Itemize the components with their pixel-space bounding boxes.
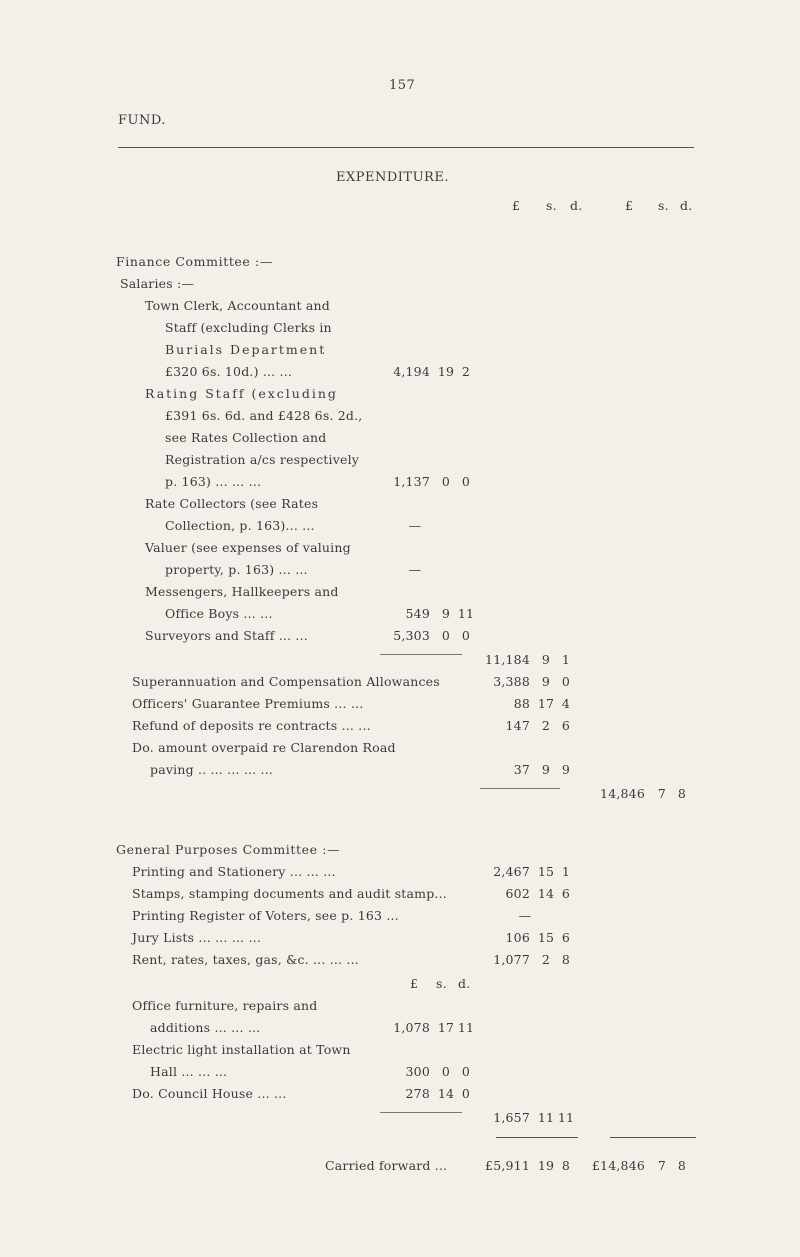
line-label: Refund of deposits re contracts ... ... <box>132 718 371 733</box>
inner-shillings: 19 <box>437 364 455 379</box>
mid-shillings: 14 <box>537 886 555 901</box>
line-label: see Rates Collection and <box>165 430 327 445</box>
mid-pence: 6 <box>561 886 571 901</box>
inner-pence: 0 <box>461 628 471 643</box>
mid-pence: 1 <box>561 652 571 667</box>
line-label: Rate Collectors (see Rates <box>145 496 319 511</box>
inner-shillings: 0 <box>441 628 451 643</box>
line-label: Do. amount overpaid re Clarendon Road <box>132 740 396 755</box>
inner-col-header-s: s. <box>436 976 447 991</box>
col-header-pound-mid: £ <box>512 198 521 213</box>
mid-pence: 9 <box>561 762 571 777</box>
line-label: Jury Lists ... ... ... ... <box>132 930 261 945</box>
carried-forward-mid-shillings: 19 <box>537 1158 555 1173</box>
line-label: p. 163) ... ... ... <box>165 474 262 489</box>
mid-pounds: 106 <box>505 930 530 945</box>
line-label: Printing and Stationery ... ... ... <box>132 864 336 879</box>
mid-shillings: 9 <box>541 762 551 777</box>
mid-shillings: 15 <box>537 930 555 945</box>
inner-pence: 11 <box>457 606 475 621</box>
mid-shillings: 2 <box>541 952 551 967</box>
line-label: Office furniture, repairs and <box>132 998 318 1013</box>
mid-shillings: 17 <box>537 696 555 711</box>
inner-pounds: 5,303 <box>393 628 430 643</box>
mid-pounds: 88 <box>513 696 530 711</box>
line-label: Town Clerk, Accountant and <box>145 298 330 313</box>
col-header-s-mid: s. <box>546 198 557 213</box>
carried-forward-outer-pounds: £14,846 <box>591 1158 645 1173</box>
line-label: Stamps, stamping documents and audit stamp... <box>132 886 447 901</box>
carried-forward-mid-pounds: £5,911 <box>485 1158 530 1173</box>
mid-pence: 6 <box>561 718 571 733</box>
outer-pence: 8 <box>677 786 687 801</box>
mid-shillings: 9 <box>541 652 551 667</box>
mid-shillings: 11 <box>537 1110 555 1125</box>
inner-shillings: 0 <box>441 474 451 489</box>
mid-pounds: 1,657 <box>493 1110 530 1125</box>
col-header-d-outer: d. <box>680 198 693 213</box>
outer-pounds: 14,846 <box>600 786 645 801</box>
inner-pounds: 549 <box>405 606 430 621</box>
section-heading-general-purposes: General Purposes Committee :— <box>116 842 341 857</box>
inner-pounds: 278 <box>405 1086 430 1101</box>
carried-forward-rule-mid <box>496 1137 578 1138</box>
mid-pence: 4 <box>561 696 571 711</box>
line-label: Do. Council House ... ... <box>132 1086 287 1101</box>
line-label: Registration a/cs respectively <box>165 452 360 467</box>
line-label: Salaries :— <box>120 276 195 291</box>
outer-shillings: 7 <box>657 786 667 801</box>
mid-pounds: 602 <box>505 886 530 901</box>
inner-pounds: 4,194 <box>393 364 430 379</box>
mid-pounds: 1,077 <box>493 952 530 967</box>
line-label: Collection, p. 163)... ... <box>165 518 315 533</box>
carried-forward-label: Carried forward ... <box>325 1158 448 1173</box>
carried-forward-mid-pence: 8 <box>561 1158 571 1173</box>
section-total-rule <box>480 788 560 789</box>
line-label: Electric light installation at Town <box>132 1042 351 1057</box>
inner-pence: 0 <box>461 1086 471 1101</box>
inner-pence: 0 <box>461 1064 471 1079</box>
inner-dash: — <box>408 562 422 577</box>
col-header-d-mid: d. <box>570 198 583 213</box>
page-number: 157 <box>389 78 416 93</box>
mid-pence: 6 <box>561 930 571 945</box>
inner-col-header-d: d. <box>458 976 471 991</box>
mid-pence: 0 <box>561 674 571 689</box>
line-label: Staff (excluding Clerks in <box>165 320 332 335</box>
mid-shillings: 15 <box>537 864 555 879</box>
inner-pounds: 1,078 <box>393 1020 430 1035</box>
line-label: property, p. 163) ... ... <box>165 562 308 577</box>
carried-forward-rule-outer <box>610 1137 696 1138</box>
subtotal-rule <box>380 1112 462 1113</box>
inner-pence: 2 <box>461 364 471 379</box>
mid-pounds: 2,467 <box>493 864 530 879</box>
carried-forward-outer-pence: 8 <box>677 1158 687 1173</box>
mid-pence: 8 <box>561 952 571 967</box>
section-heading-finance: Finance Committee :— <box>116 254 273 269</box>
line-label: Officers' Guarantee Premiums ... ... <box>132 696 364 711</box>
mid-shillings: 9 <box>541 674 551 689</box>
inner-shillings: 0 <box>441 1064 451 1079</box>
col-header-pound-outer: £ <box>625 198 634 213</box>
inner-pounds: 300 <box>405 1064 430 1079</box>
fund-title: FUND. <box>118 113 166 128</box>
line-label: Printing Register of Voters, see p. 163 ... <box>132 908 399 923</box>
mid-pounds: 11,184 <box>485 652 530 667</box>
line-label: Superannuation and Compensation Allowances <box>132 674 440 689</box>
line-label: £320 6s. 10d.) ... ... <box>165 364 293 379</box>
mid-pence: 11 <box>557 1110 575 1125</box>
subtotal-rule <box>380 654 462 655</box>
line-label: Rating Staff (excluding <box>145 386 338 401</box>
col-header-s-outer: s. <box>658 198 669 213</box>
mid-pounds: 3,388 <box>493 674 530 689</box>
line-label: Rent, rates, taxes, gas, &c. ... ... ... <box>132 952 359 967</box>
inner-shillings: 14 <box>437 1086 455 1101</box>
expenditure-title: EXPENDITURE. <box>336 170 449 185</box>
line-label: £391 6s. 6d. and £428 6s. 2d., <box>165 408 363 423</box>
line-label: Office Boys ... ... <box>165 606 273 621</box>
inner-dash: — <box>408 518 422 533</box>
mid-pounds: 147 <box>505 718 530 733</box>
inner-pence: 11 <box>457 1020 475 1035</box>
line-label: Messengers, Hallkeepers and <box>145 584 339 599</box>
header-rule <box>118 147 694 148</box>
inner-shillings: 9 <box>441 606 451 621</box>
line-label: Burials Department <box>165 342 327 357</box>
line-label: Surveyors and Staff ... ... <box>145 628 308 643</box>
line-label: Hall ... ... ... <box>150 1064 228 1079</box>
line-label: additions ... ... ... <box>150 1020 261 1035</box>
line-label: Valuer (see expenses of valuing <box>145 540 351 555</box>
line-label: paving .. ... ... ... ... <box>150 762 274 777</box>
mid-shillings: 2 <box>541 718 551 733</box>
inner-pounds: 1,137 <box>393 474 430 489</box>
mid-pence: 1 <box>561 864 571 879</box>
inner-shillings: 17 <box>437 1020 455 1035</box>
mid-pounds: 37 <box>513 762 530 777</box>
inner-col-header-pound: £ <box>410 976 419 991</box>
carried-forward-outer-shillings: 7 <box>657 1158 667 1173</box>
inner-pence: 0 <box>461 474 471 489</box>
mid-dash: — <box>518 908 532 923</box>
